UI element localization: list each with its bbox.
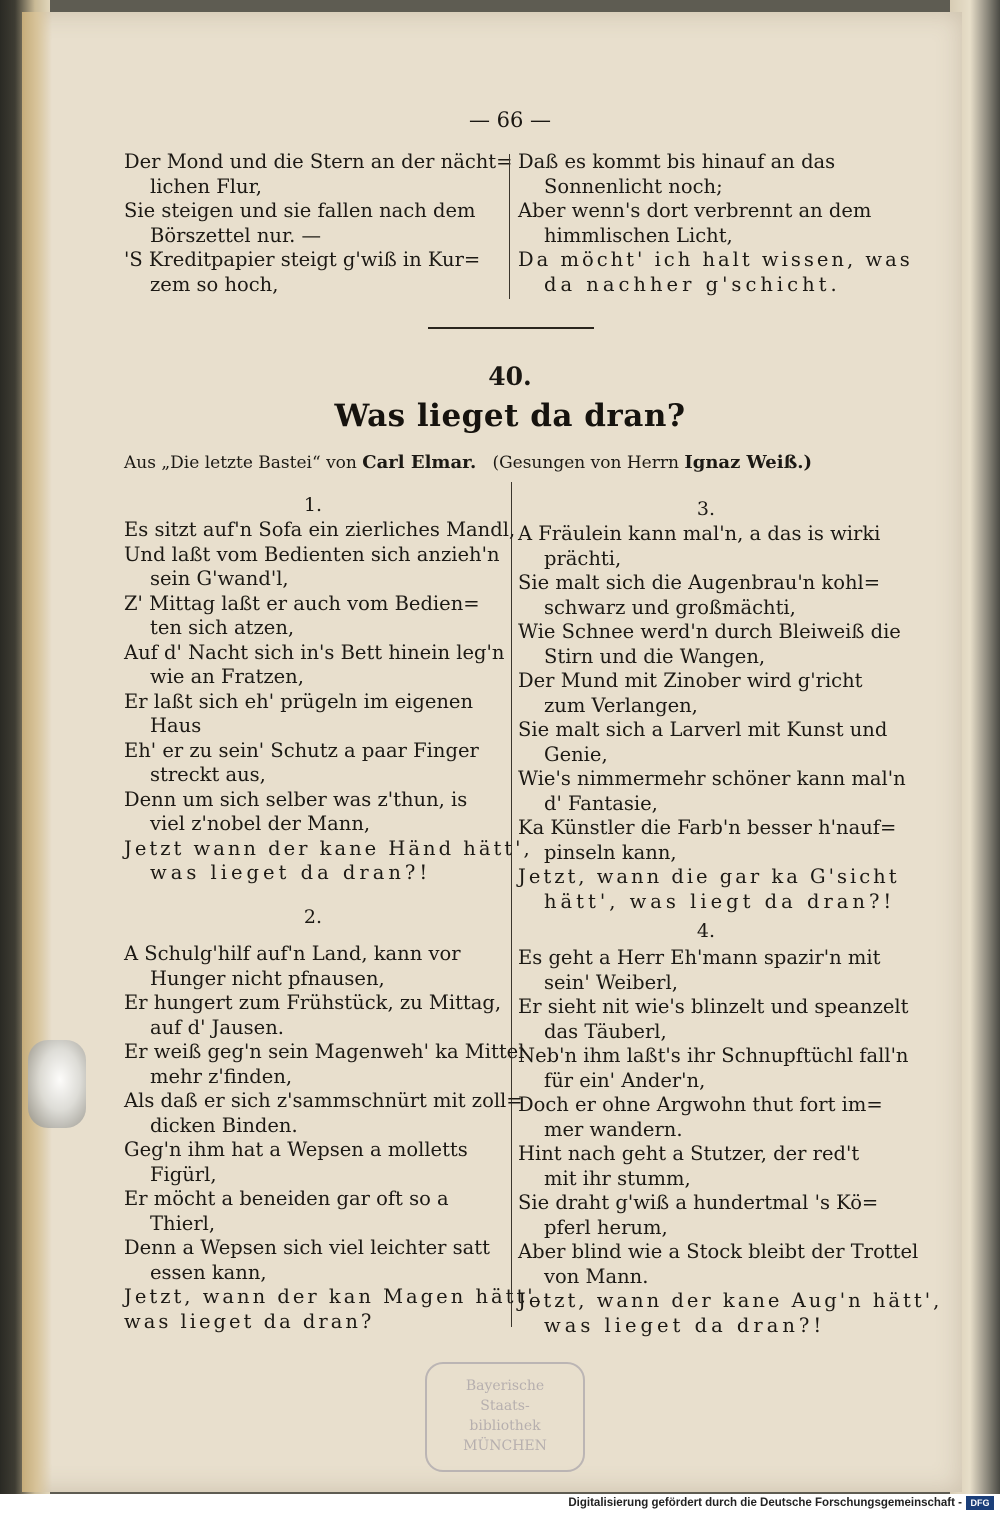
stanza-number: 2. (303, 906, 323, 928)
stanza-4 (518, 946, 943, 1338)
text-line: mehr z'finden, (150, 1064, 293, 1088)
text-line: 'S Kreditpapier steigt g'wiß in Kur= (124, 248, 481, 271)
stamp-line: bibliothek (469, 1418, 541, 1434)
stanza-3 (518, 522, 906, 914)
sung-prefix: (Gesungen von Herrn (492, 453, 679, 473)
text-line: lichen Flur, (150, 174, 262, 198)
text-line: Sie steigen und sie fallen nach dem (124, 199, 476, 222)
stamp-line: Bayerische (465, 1378, 545, 1394)
text-line: was lieget da dran?! (544, 1313, 826, 1337)
text-line: Da möcht' ich halt wissen, was (518, 248, 913, 271)
stamp-line: Staats- (480, 1398, 530, 1414)
text-line: Neb'n ihm laßt's ihr Schnupftüchl fall'n (518, 1044, 909, 1067)
text-line: Z' Mittag laßt er auch vom Bedien= (124, 591, 480, 615)
text-line: Aber wenn's dort verbrennt an dem (518, 199, 872, 222)
text-line: Der Mund mit Zinober wird g'richt (518, 669, 863, 692)
text-line: schwarz und großmächti, (544, 595, 796, 619)
text-line: Sie malt sich a Larverl mit Kunst und (518, 718, 888, 741)
text-line: mer wandern. (544, 1117, 683, 1141)
stanza-number: 4. (696, 920, 716, 942)
text-line: das Täuberl, (544, 1019, 667, 1043)
stanza-number: 3. (696, 498, 716, 520)
text-line: von Mann. (544, 1264, 649, 1288)
text-line: Stirn und die Wangen, (544, 644, 766, 668)
column-divider (511, 482, 512, 1327)
library-stamp (425, 1362, 585, 1472)
text-line: Wie Schnee werd'n durch Bleiweiß die (518, 620, 901, 643)
text-line: für ein' Ander'n, (544, 1068, 706, 1092)
source-work: „Die letzte Bastei“ (161, 453, 321, 473)
stanza-1 (124, 518, 533, 886)
dfg-logo-icon: DFG (966, 1496, 994, 1510)
text-line: Denn um sich selber was z'thun, is (124, 787, 468, 811)
text-line: Er hungert zum Frühstück, zu Mittag, (124, 991, 502, 1014)
text-line: ten sich atzen, (150, 616, 295, 639)
text-line: Er möcht a beneiden gar oft so a (124, 1187, 449, 1210)
text-line: sein' Weiberl, (544, 970, 678, 994)
text-line: Hunger nicht pfnausen, (150, 966, 385, 990)
text-line: Ka Künstler die Farb'n besser h'nauf= (518, 816, 897, 839)
text-line: Er laßt sich eh' prügeln im eigenen (124, 689, 474, 713)
text-line: Figürl, (150, 1162, 217, 1186)
text-line: Jetzt wann der kane Händ hätt', (124, 836, 533, 860)
song-number: 40. (488, 362, 532, 391)
text-line: Jetzt, wann der kan Magen hätt', (124, 1285, 545, 1308)
song-source-line (124, 452, 904, 473)
source-von: von (326, 453, 357, 473)
text-line: Jetzt, wann der kane Aug'n hätt', (518, 1289, 943, 1312)
text-line: Daß es kommt bis hinauf an das (518, 150, 836, 173)
text-line: Sonnenlicht noch; (544, 174, 723, 198)
sung-name: Ignaz Weiß.) (684, 452, 813, 473)
text-line: mit ihr stumm, (544, 1166, 691, 1190)
page-number: — 66 — (468, 108, 552, 132)
text-line: zem so hoch, (150, 272, 279, 296)
text-line: Geg'n ihm hat a Wepsen a molletts (124, 1138, 468, 1161)
text-line: Thierl, (150, 1211, 216, 1235)
text-line: Denn a Wepsen sich viel leichter satt (124, 1236, 490, 1259)
text-line: A Schulg'hilf auf'n Land, kann vor (124, 942, 461, 965)
text-line: himmlischen Licht, (544, 223, 733, 247)
top-left-column (124, 150, 513, 297)
text-line: pinseln kann, (544, 840, 677, 864)
section-rule (428, 327, 594, 329)
text-line: streckt aus, (150, 763, 266, 786)
text-line: wie an Fratzen, (150, 665, 304, 688)
text-line: Er weiß geg'n sein Magenweh' ka Mittel (124, 1040, 525, 1063)
text-line: sein G'wand'l, (150, 567, 289, 590)
song-title: Was lieget da dran? (334, 398, 686, 434)
stanza-2 (124, 942, 545, 1334)
source-author: Carl Elmar. (362, 452, 477, 473)
text-line: essen kann, (150, 1260, 267, 1284)
text-line: Börszettel nur. — (150, 223, 322, 247)
text-line: Aber blind wie a Stock bleibt der Trottel (518, 1240, 919, 1263)
text-line: hätt', was liegt da dran?! (544, 889, 896, 913)
stamp-line: MÜNCHEN (463, 1438, 547, 1454)
text-line: Eh' er zu sein' Schutz a paar Finger (124, 738, 479, 762)
footer-credit: Digitalisierung gefördert durch die Deutsche Forschungsgemeinschaft - (568, 1497, 962, 1509)
text-line: Wie's nimmermehr schöner kann mal'n (518, 767, 906, 790)
text-line: Der Mond und die Stern an der nächt= (124, 150, 513, 173)
stanza-number: 1. (303, 494, 323, 516)
text-line: viel z'nobel der Mann, (150, 812, 371, 835)
text-line: Auf d' Nacht sich in's Bett hinein leg'n (124, 640, 505, 664)
page-thumb-tab (28, 1040, 86, 1128)
text-line: prächti, (544, 546, 622, 570)
text-line: Genie, (544, 742, 608, 766)
text-line: Hint nach geht a Stutzer, der red't (518, 1142, 860, 1165)
page-gutter (22, 12, 52, 1492)
text-line: d' Fantasie, (544, 791, 658, 815)
text-line: Er sieht nit wie's blinzelt und speanzelt (518, 995, 909, 1018)
text-line: Doch er ohne Argwohn thut fort im= (518, 1093, 883, 1116)
top-right-column (518, 150, 913, 297)
column-divider (509, 154, 510, 299)
text-line: Jetzt, wann die gar ka G'sicht (518, 865, 900, 888)
text-line: da nachher g'schicht. (544, 272, 841, 296)
text-line: Als daß er sich z'sammschnürt mit zoll= (124, 1089, 523, 1112)
text-line: zum Verlangen, (544, 693, 698, 717)
text-line: was lieget da dran?! (150, 861, 432, 884)
text-line: Haus (150, 714, 202, 737)
text-line: was lieget da dran? (124, 1309, 375, 1333)
text-line: Es geht a Herr Eh'mann spazir'n mit (518, 946, 881, 969)
text-line: dicken Binden. (150, 1113, 298, 1137)
text-line: Sie malt sich die Augenbrau'n kohl= (518, 571, 881, 594)
text-line: Sie draht g'wiß a hundertmal 's Kö= (518, 1191, 879, 1214)
text-line: pferl herum, (544, 1215, 668, 1239)
text-line: auf d' Jausen. (150, 1015, 284, 1039)
text-line: Es sitzt auf'n Sofa ein zierliches Mandl, (124, 518, 516, 541)
text-line: Und laßt vom Bedienten sich anzieh'n (124, 542, 500, 566)
text-line: A Fräulein kann mal'n, a das is wirki (518, 522, 881, 545)
source-prefix: Aus (124, 453, 156, 473)
